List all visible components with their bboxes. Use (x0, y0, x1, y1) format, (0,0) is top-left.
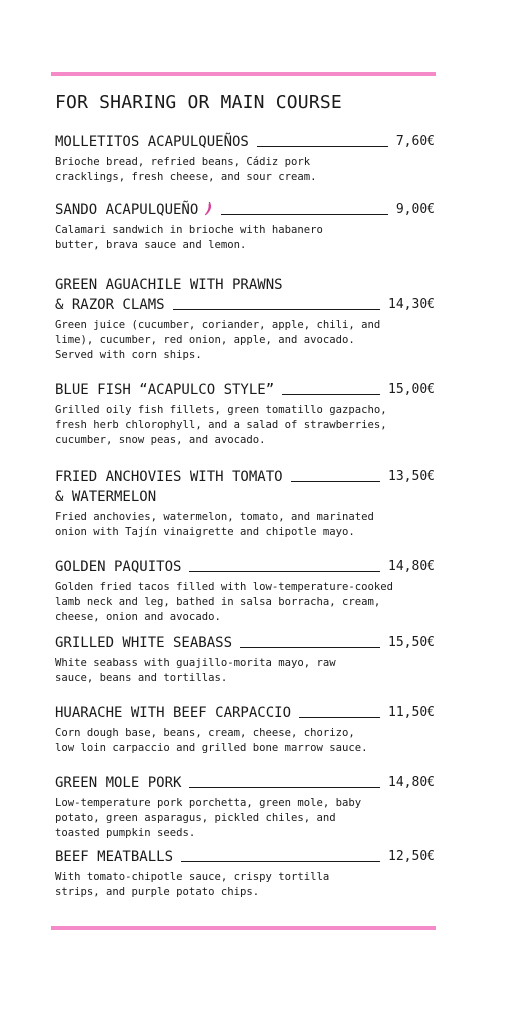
dotted-leader (173, 309, 380, 310)
menu-item-description: Grilled oily fish fillets, green tomatillo gazpacho, fresh herb chlorophyll, and a salad of strawberries, cucumber, snow peas, and avocado. (55, 404, 387, 446)
section-title: FOR SHARING OR MAIN COURSE (55, 92, 342, 113)
menu-item-name: MOLLETITOS ACAPULQUEÑOS (55, 134, 249, 150)
menu-item-header (55, 557, 435, 577)
menu-item-name-wrap (55, 200, 213, 220)
menu-item-name-line2: & WATERMELON (55, 489, 157, 505)
menu-item-description: With tomato-chipotle sauce, crispy tortilla strips, and purple potato chips. (55, 871, 330, 898)
menu-item-header (55, 132, 435, 152)
menu-item-price: 7,60€ (395, 134, 435, 149)
menu-item-price: 13,50€ (388, 469, 435, 484)
menu-item (55, 847, 435, 900)
menu-item-price: 14,30€ (388, 297, 435, 312)
menu-item-name: BLUE FISH “ACAPULCO STYLE” (55, 382, 275, 398)
dotted-leader (240, 647, 380, 648)
menu-item-name: GOLDEN PAQUITOS (55, 559, 182, 575)
menu-item-header (55, 467, 435, 487)
menu-item-header (55, 633, 435, 653)
menu-item-price: 14,80€ (388, 775, 435, 790)
menu-item (55, 132, 435, 185)
dotted-leader (189, 787, 380, 788)
menu-item-header (55, 847, 435, 867)
menu-item-price: 12,50€ (388, 849, 435, 864)
menu-item (55, 773, 435, 841)
menu-item-name: & RAZOR CLAMS (55, 297, 165, 313)
menu-item-description: Calamari sandwich in brioche with habanero butter, brava sauce and lemon. (55, 224, 323, 251)
menu-item-price: 9,00€ (395, 202, 435, 217)
menu-item-name: BEEF MEATBALLS (55, 849, 174, 865)
menu-item (55, 380, 435, 448)
menu-item-description: Brioche bread, refried beans, Cádiz pork cracklings, fresh cheese, and sour cream. (55, 156, 317, 183)
menu-item-header (55, 295, 435, 315)
menu-item-description: Golden fried tacos filled with low-temperature-cooked lamb neck and leg, bathed in salsa borracha, cream, cheese, onion and avocado. (55, 581, 394, 623)
menu-item-name: FRIED ANCHOVIES WITH TOMATO (55, 469, 283, 485)
dotted-leader (189, 571, 380, 572)
chili-pepper-icon (203, 202, 213, 216)
menu-item-name: GREEN MOLE PORK (55, 775, 182, 791)
menu-item-name-line1: GREEN AGUACHILE WITH PRAWNS (55, 277, 283, 293)
menu-item-header (55, 380, 435, 400)
menu-item-header (55, 773, 435, 793)
menu-item-description: Low-temperature pork porchetta, green mole, baby potato, green asparagus, pickled chiles, and toasted pumpkin seeds. (55, 797, 362, 839)
dotted-leader (291, 481, 380, 482)
menu-item-price: 15,00€ (388, 382, 435, 397)
menu-item-description: Corn dough base, beans, cream, cheese, chorizo, low loin carpaccio and grilled bone marrow sauce. (55, 727, 368, 754)
dotted-leader (257, 146, 388, 147)
bottom-divider-bar (51, 926, 436, 930)
menu-item-price: 14,80€ (388, 559, 435, 574)
menu-item-description: White seabass with guajillo-morita mayo, raw sauce, beans and tortillas. (55, 657, 336, 684)
menu-item (55, 703, 435, 756)
menu-item-price: 11,50€ (388, 705, 435, 720)
menu-item (55, 557, 435, 625)
menu-item (55, 467, 435, 540)
dotted-leader (181, 861, 380, 862)
menu-item-header (55, 703, 435, 723)
top-divider-bar (51, 72, 436, 76)
dotted-leader (299, 717, 380, 718)
dotted-leader (282, 394, 380, 395)
menu-item-price: 15,50€ (388, 635, 435, 650)
menu-item (55, 275, 435, 363)
menu-item-description: Green juice (cucumber, coriander, apple, chili, and lime), cucumber, red onion, apple, and avocado. Served with corn ships. (55, 319, 381, 361)
menu-item (55, 200, 435, 253)
dotted-leader (221, 214, 388, 215)
menu-item (55, 633, 435, 686)
menu-item-description: Fried anchovies, watermelon, tomato, and marinated onion with Tajín vinaigrette and chipotle mayo. (55, 511, 374, 538)
menu-item-name: GRILLED WHITE SEABASS (55, 635, 233, 651)
menu-item-name: HUARACHE WITH BEEF CARPACCIO (55, 705, 292, 721)
menu-item-name: SANDO ACAPULQUEÑO (55, 202, 199, 218)
menu-item-header (55, 200, 435, 220)
